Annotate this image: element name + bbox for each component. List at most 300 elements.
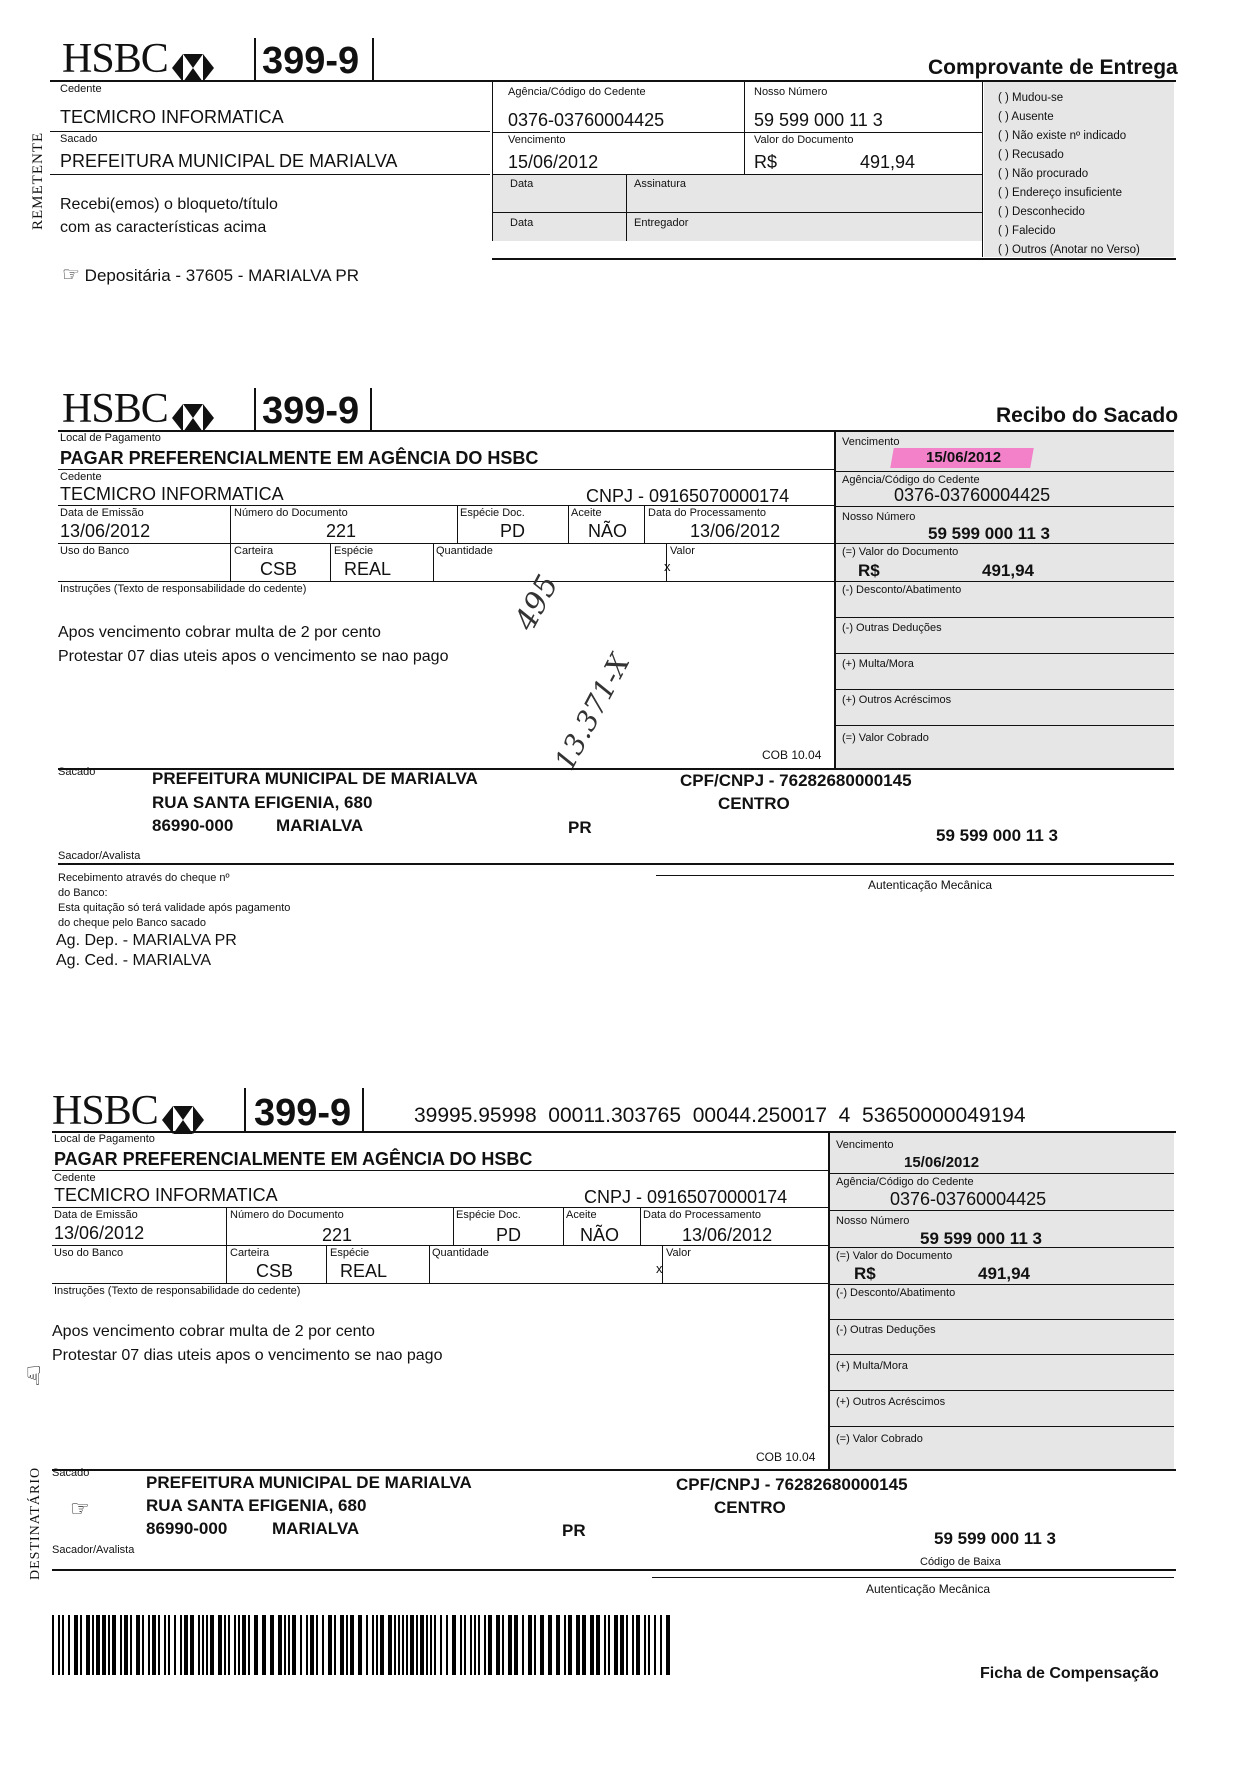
side-label-destinatario: DESTINATÁRIO — [28, 1466, 43, 1580]
barcode-bar — [350, 1615, 354, 1675]
numero-documento-label: Número do Documento — [234, 507, 348, 519]
divider — [330, 543, 331, 581]
nosso-numero-label: Nosso Número — [754, 86, 828, 98]
handwritten-note-2: 13.371-X — [548, 648, 637, 776]
uso-banco-label: Uso do Banco — [54, 1247, 124, 1259]
reason-item: ( ) Ausente — [998, 111, 1054, 123]
side-label-remetente: REMETENTE — [30, 131, 46, 230]
valor-currency: R$ — [854, 1264, 876, 1283]
barcode-bar — [316, 1615, 318, 1675]
barcode-bar — [148, 1615, 150, 1675]
reason-item: ( ) Desconhecido — [998, 206, 1085, 218]
sacado-city: MARIALVA — [276, 816, 364, 835]
divider — [326, 1245, 327, 1283]
codigo-baixa-label: Código de Baixa — [920, 1556, 1001, 1568]
divider — [370, 388, 372, 432]
rule — [52, 1245, 828, 1246]
valor-cobrado-label: (=) Valor Cobrado — [836, 1433, 923, 1445]
signature-box — [493, 175, 982, 241]
rule — [836, 471, 1174, 472]
sacado-state: PR — [568, 818, 592, 837]
numero-documento-value: 221 — [322, 1225, 353, 1245]
barcode-bar — [322, 1615, 324, 1675]
barcode-bar — [218, 1615, 222, 1675]
barcode-bar — [358, 1615, 362, 1675]
cedente-cnpj: CNPJ - 09165070000174 — [586, 486, 790, 506]
divider — [254, 388, 256, 432]
barcode-bar — [202, 1615, 204, 1675]
rule — [830, 1426, 1174, 1427]
section-title: Recibo do Sacado — [996, 404, 1179, 427]
divider — [563, 1207, 564, 1245]
valor-documento-label: (=) Valor do Documento — [836, 1250, 953, 1262]
local-pagamento-value: PAGAR PREFERENCIALMENTE EM AGÊNCIA DO HSBC — [54, 1149, 533, 1169]
nosso-numero-label: Nosso Número — [836, 1215, 910, 1227]
barcode-bar — [620, 1615, 624, 1675]
nosso-numero-value: 59 599 000 11 3 — [920, 1229, 1042, 1248]
valor-documento-label: (=) Valor do Documento — [842, 546, 959, 558]
barcode-bar — [416, 1615, 418, 1675]
x-mark: x — [656, 1261, 663, 1276]
multa-mora-label: (+) Multa/Mora — [842, 658, 914, 670]
divider — [429, 1245, 430, 1283]
barcode-bar — [576, 1615, 580, 1675]
sacado-bairro: CENTRO — [718, 794, 790, 813]
agencia-deposito: Ag. Dep. - MARIALVA PR — [56, 932, 237, 949]
instrucoes-label: Instruções (Texto de responsabilidade do cedente) — [60, 583, 307, 595]
rule — [52, 1469, 1176, 1471]
rule — [50, 131, 490, 132]
bank-code: 399-9 — [254, 1092, 352, 1134]
barcode-bar — [254, 1615, 258, 1675]
especie-doc-value: PD — [496, 1225, 522, 1245]
barcode-bar — [228, 1615, 230, 1675]
bank-name: HSBC — [62, 386, 168, 432]
reason-item: ( ) Outros (Anotar no Verso) — [998, 244, 1140, 256]
rule — [830, 1390, 1174, 1391]
bank-code: 399-9 — [262, 390, 360, 432]
autenticacao-mecanica: Autenticação Mecânica — [866, 1582, 991, 1596]
rule — [492, 258, 1176, 260]
barcode-bar — [158, 1615, 160, 1675]
carteira-label: Carteira — [234, 545, 274, 557]
aceite-value: NÃO — [580, 1225, 620, 1245]
sacado-cep: 86990-000 — [152, 816, 234, 835]
barcode-bar — [366, 1615, 368, 1675]
divider — [254, 38, 256, 82]
sacado-bairro: CENTRO — [714, 1498, 786, 1517]
barcode-bar — [644, 1615, 646, 1675]
barcode-bar — [112, 1615, 116, 1675]
pointing-hand-icon: ☞ — [62, 264, 80, 286]
rule — [492, 132, 982, 133]
autenticacao-mecanica: Autenticação Mecânica — [868, 878, 993, 892]
barcode-bar — [452, 1615, 456, 1675]
barcode-bar — [380, 1615, 384, 1675]
rule — [830, 1319, 1174, 1320]
agencia-value: 0376-03760004425 — [894, 485, 1051, 505]
barcode-bar — [590, 1615, 594, 1675]
cedente-value: TECMICRO INFORMATICA — [60, 107, 284, 127]
rule — [836, 581, 1174, 582]
divider — [626, 175, 627, 241]
outros-acrescimos-label: (+) Outros Acréscimos — [836, 1396, 946, 1408]
barcode-bar — [582, 1615, 586, 1675]
carteira-label: Carteira — [230, 1247, 270, 1259]
local-pagamento-label: Local de Pagamento — [60, 432, 161, 444]
barcode-bar — [180, 1615, 182, 1675]
barcode-bar — [206, 1615, 208, 1675]
barcode-bar — [402, 1615, 404, 1675]
valor-currency: R$ — [858, 561, 880, 580]
bank-name: HSBC — [52, 1088, 158, 1134]
valor-cobrado-label: (=) Valor Cobrado — [842, 732, 929, 744]
local-pagamento-value: PAGAR PREFERENCIALMENTE EM AGÊNCIA DO HSBC — [60, 448, 539, 468]
barcode-bar — [102, 1615, 106, 1675]
outras-deducoes-label: (-) Outras Deduções — [836, 1324, 936, 1336]
emissao-label: Data de Emissão — [60, 507, 144, 519]
barcode-bar — [568, 1615, 572, 1675]
nosso-numero-value: 59 599 000 11 3 — [754, 110, 883, 130]
divider — [644, 505, 645, 543]
barcode-bar — [120, 1615, 122, 1675]
rule — [836, 653, 1174, 654]
hsbc-hexagon-icon — [172, 54, 214, 82]
rule — [836, 689, 1174, 690]
sacado-cpf: CPF/CNPJ - 76282680000145 — [680, 771, 912, 790]
sacado-nosso-numero: 59 599 000 11 3 — [936, 826, 1058, 845]
rule — [836, 506, 1174, 507]
barcode-bar — [626, 1615, 628, 1675]
barcode-bar — [306, 1615, 308, 1675]
cheque-line-3: Esta quitação só terá validade após pagamento — [58, 902, 291, 914]
rule — [52, 1569, 1176, 1571]
barcode-bar — [604, 1615, 606, 1675]
cheque-notes — [58, 871, 290, 931]
reason-item: ( ) Endereço insuficiente — [998, 187, 1123, 199]
barcode-bar — [284, 1615, 286, 1675]
barcode-bar — [632, 1615, 634, 1675]
rule — [830, 1284, 1174, 1285]
emissao-value: 13/06/2012 — [54, 1223, 145, 1243]
rule — [58, 543, 834, 544]
barcode-bar — [440, 1615, 442, 1675]
barcode-bar — [484, 1615, 486, 1675]
vencimento-value: 15/06/2012 — [508, 152, 599, 172]
barcode-bar — [130, 1615, 132, 1675]
barcode-bar — [328, 1615, 332, 1675]
linha-digitavel: 39995.95998 00011.303765 00044.250017 4 53650000049194 — [414, 1104, 1026, 1127]
barcode-bar — [96, 1615, 100, 1675]
sacado-value: PREFEITURA MUNICIPAL DE MARIALVA — [60, 151, 398, 171]
processamento-label: Data do Processamento — [648, 507, 767, 519]
barcode-bar — [248, 1615, 250, 1675]
divider — [744, 81, 745, 175]
barcode-bar — [410, 1615, 414, 1675]
barcode-bar — [636, 1615, 640, 1675]
barcode-bar — [292, 1615, 296, 1675]
sacado-name: PREFEITURA MUNICIPAL DE MARIALVA — [152, 769, 478, 788]
barcode-bar — [86, 1615, 90, 1675]
depositaria-line — [62, 262, 359, 287]
quantidade-label: Quantidade — [432, 1247, 489, 1259]
sacado-name: PREFEITURA MUNICIPAL DE MARIALVA — [146, 1473, 472, 1492]
pointing-hand-icon: ☞ — [19, 1363, 50, 1388]
barcode-bar — [52, 1615, 54, 1675]
barcode-bar — [164, 1615, 166, 1675]
vencimento-label: Vencimento — [508, 134, 566, 146]
processamento-label: Data do Processamento — [643, 1209, 762, 1221]
barcode-bar — [608, 1615, 610, 1675]
instrucao-1: Apos vencimento cobrar multa de 2 por cento — [52, 1323, 375, 1340]
carteira-value: CSB — [256, 1261, 294, 1281]
desconto-label: (-) Desconto/Abatimento — [836, 1287, 956, 1299]
receipt-text-1: Recebi(emos) o bloqueto/título — [60, 196, 278, 213]
divider — [244, 1088, 246, 1132]
barcode-bar — [288, 1615, 290, 1675]
barcode-bar — [464, 1615, 466, 1675]
sacado-nosso-numero: 59 599 000 11 3 — [934, 1529, 1056, 1548]
reason-item: ( ) Não procurado — [998, 168, 1089, 180]
receipt-text-2: com as características acima — [60, 219, 267, 236]
instrucao-2: Protestar 07 dias uteis apos o vencimento se nao pago — [52, 1347, 443, 1364]
agencia-cedente: Ag. Ced. - MARIALVA — [56, 952, 212, 969]
data-label-2: Data — [510, 217, 534, 229]
rule — [656, 875, 1174, 876]
cedente-value: TECMICRO INFORMATICA — [54, 1185, 278, 1205]
rule — [58, 581, 834, 582]
barcode-bar — [262, 1615, 266, 1675]
barcode-bar — [74, 1615, 78, 1675]
barcode-bar — [300, 1615, 302, 1675]
entregador-label: Entregador — [634, 217, 689, 229]
numero-documento-value: 221 — [326, 521, 357, 541]
quantidade-label: Quantidade — [436, 545, 493, 557]
barcode-bar — [388, 1615, 392, 1675]
hsbc-logo — [62, 38, 214, 82]
divider — [372, 38, 374, 82]
reason-item: ( ) Recusado — [998, 149, 1064, 161]
sacado-city: MARIALVA — [272, 1519, 360, 1538]
cob-code: COB 10.04 — [762, 748, 822, 762]
divider — [640, 1207, 641, 1245]
rule — [830, 1173, 1174, 1174]
local-pagamento-label: Local de Pagamento — [54, 1133, 155, 1145]
data-label: Data — [510, 178, 534, 190]
barcode-bar — [522, 1615, 524, 1675]
agencia-label: Agência/Código do Cedente — [836, 1176, 974, 1188]
cedente-value: TECMICRO INFORMATICA — [60, 484, 284, 504]
aceite-value: NÃO — [588, 521, 628, 541]
rule — [836, 725, 1174, 726]
barcode-bar — [372, 1615, 374, 1675]
reason-item: ( ) Não existe nº indicado — [998, 130, 1127, 142]
valor-documento-value: 491,94 — [982, 561, 1034, 580]
barcode-bar — [310, 1615, 314, 1675]
rule — [836, 617, 1174, 618]
section-title: Comprovante de Entrega — [928, 56, 1178, 79]
avalista-label: Sacador/Avalista — [58, 850, 141, 862]
avalista-label: Sacador/Avalista — [52, 1544, 135, 1556]
nosso-numero-label: Nosso Número — [842, 511, 916, 523]
barcode-bar — [136, 1615, 140, 1675]
emissao-label: Data de Emissão — [54, 1209, 138, 1221]
divider — [568, 505, 569, 543]
divider — [453, 1207, 454, 1245]
barcode-bar — [488, 1615, 492, 1675]
divider — [433, 543, 434, 581]
barcode-bar — [124, 1615, 128, 1675]
rule — [830, 1247, 1174, 1248]
hsbc-hexagon-icon — [162, 1106, 204, 1134]
handwritten-note-1: 495 — [508, 569, 566, 637]
depositaria-text: Depositária - 37605 - MARIALVA PR — [84, 266, 359, 285]
barcode-bar — [460, 1615, 462, 1675]
sacado-label: Sacado — [60, 133, 98, 145]
bank-name: HSBC — [62, 36, 168, 82]
barcode-bar — [508, 1615, 512, 1675]
barcode-bar — [198, 1615, 200, 1675]
agencia-value: 0376-03760004425 — [890, 1189, 1047, 1209]
barcode-bar — [376, 1615, 378, 1675]
barcode-bar — [534, 1615, 536, 1675]
assinatura-label: Assinatura — [634, 178, 686, 190]
agencia-label: Agência/Código do Cedente — [508, 86, 646, 98]
rule — [52, 1207, 828, 1208]
barcode-bar — [238, 1615, 240, 1675]
instrucao-2: Protestar 07 dias uteis apos o vencimento se nao pago — [58, 648, 449, 665]
hsbc-logo — [52, 1090, 204, 1134]
barcode-bar — [564, 1615, 566, 1675]
rule — [50, 174, 490, 175]
barcode-bar — [596, 1615, 600, 1675]
barcode-bar — [210, 1615, 214, 1675]
barcode-bar — [340, 1615, 344, 1675]
rule — [52, 1283, 828, 1284]
emissao-value: 13/06/2012 — [60, 521, 151, 541]
barcode-bar — [514, 1615, 518, 1675]
barcode-bar — [430, 1615, 432, 1675]
barcode-bar — [224, 1615, 226, 1675]
barcode-bar — [556, 1615, 560, 1675]
barcode-bar — [660, 1615, 662, 1675]
valor-documento-value: 491,94 — [978, 1264, 1030, 1283]
carteira-value: CSB — [260, 559, 298, 579]
cedente-label: Cedente — [60, 83, 102, 95]
valor-currency: R$ — [754, 152, 778, 172]
reasons-list — [998, 89, 1140, 260]
especie-label: Espécie — [330, 1247, 370, 1259]
barcode-bar — [548, 1615, 552, 1675]
barcode-bar — [528, 1615, 532, 1675]
ficha-compensacao-label: Ficha de Compensação — [980, 1665, 1159, 1682]
outros-acrescimos-label: (+) Outros Acréscimos — [842, 694, 952, 706]
pointing-hand-icon: ☞ — [70, 1496, 90, 1521]
barcode-bar — [406, 1615, 408, 1675]
reason-item: ( ) Mudou-se — [998, 92, 1064, 104]
sacado-cpf: CPF/CNPJ - 76282680000145 — [676, 1475, 908, 1494]
especie-label: Espécie — [334, 545, 374, 557]
barcode-bar — [394, 1615, 396, 1675]
barcode-bar — [470, 1615, 472, 1675]
barcode-bar — [62, 1615, 64, 1675]
cedente-label: Cedente — [60, 471, 102, 483]
barcode-bar — [184, 1615, 188, 1675]
hsbc-logo — [62, 388, 214, 432]
barcode-bar — [434, 1615, 436, 1675]
sacado-street: RUA SANTA EFIGENIA, 680 — [146, 1496, 367, 1515]
barcode-bar — [58, 1615, 60, 1675]
barcode-bar — [346, 1615, 348, 1675]
aceite-label: Aceite — [571, 507, 602, 519]
rule — [58, 863, 1174, 865]
hsbc-hexagon-icon — [172, 404, 214, 432]
rule — [58, 469, 834, 470]
agencia-label: Agência/Código do Cedente — [842, 474, 980, 486]
rule — [836, 543, 1174, 544]
multa-mora-label: (+) Multa/Mora — [836, 1360, 908, 1372]
outras-deducoes-label: (-) Outras Deduções — [842, 622, 942, 634]
sacado-cep: 86990-000 — [146, 1519, 228, 1538]
cob-code: COB 10.04 — [756, 1450, 816, 1464]
barcode-bar — [234, 1615, 236, 1675]
sacado-state: PR — [562, 1521, 586, 1540]
divider — [982, 81, 983, 257]
instrucoes-label: Instruções (Texto de responsabilidade do cedente) — [54, 1285, 301, 1297]
valor-label: Valor do Documento — [754, 134, 854, 146]
instrucao-1: Apos vencimento cobrar multa de 2 por cento — [58, 624, 381, 641]
desconto-label: (-) Desconto/Abatimento — [842, 584, 962, 596]
barcode-bar — [446, 1615, 448, 1675]
rule — [492, 212, 982, 213]
numero-documento-label: Número do Documento — [230, 1209, 344, 1221]
barcode-bar — [420, 1615, 424, 1675]
especie-doc-value: PD — [500, 521, 526, 541]
barcode-bar — [190, 1615, 194, 1675]
barcode-bar — [666, 1615, 670, 1675]
uso-banco-label: Uso do Banco — [60, 545, 130, 557]
barcode-bar — [496, 1615, 500, 1675]
sacado-label: Sacado — [58, 766, 96, 778]
cedente-label: Cedente — [54, 1172, 96, 1184]
aceite-label: Aceite — [566, 1209, 597, 1221]
agencia-value: 0376-03760004425 — [508, 110, 665, 130]
rule — [830, 1210, 1174, 1211]
rule — [830, 1354, 1174, 1355]
barcode-bar — [242, 1615, 246, 1675]
bank-code: 399-9 — [262, 40, 360, 82]
vencimento-label: Vencimento — [842, 436, 900, 448]
barcode-bar — [168, 1615, 170, 1675]
valor-small-label: Valor — [666, 1247, 691, 1259]
vencimento-value: 15/06/2012 — [926, 449, 1002, 466]
rule — [58, 505, 834, 506]
especie-value: REAL — [344, 559, 392, 579]
barcode-bar — [152, 1615, 156, 1675]
barcode — [52, 1615, 676, 1675]
vencimento-label: Vencimento — [836, 1139, 894, 1151]
sacado-label: Sacado — [52, 1467, 90, 1479]
divider — [362, 1088, 364, 1132]
barcode-bar — [174, 1615, 176, 1675]
cedente-cnpj: CNPJ - 09165070000174 — [584, 1187, 788, 1207]
valor-value: 491,94 — [860, 152, 916, 172]
barcode-bar — [278, 1615, 282, 1675]
barcode-bar — [270, 1615, 274, 1675]
barcode-bar — [398, 1615, 400, 1675]
barcode-bar — [426, 1615, 428, 1675]
barcode-bar — [614, 1615, 618, 1675]
